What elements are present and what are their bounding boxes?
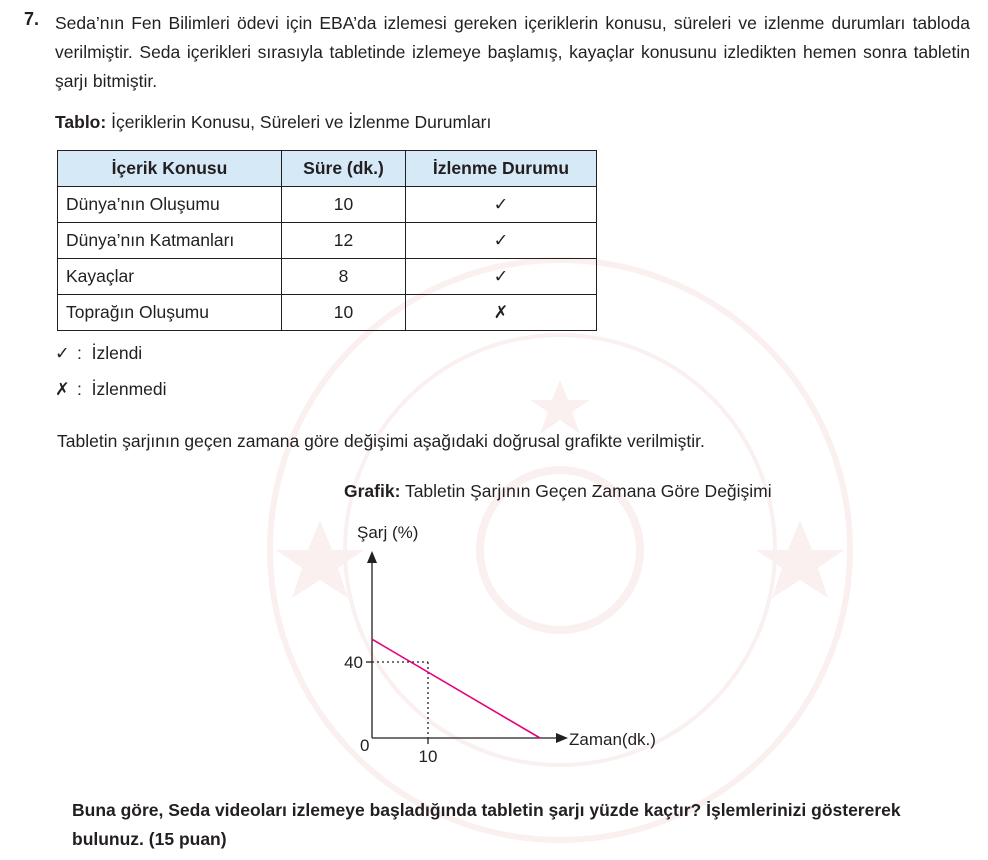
header-status: İzlenme Durumu [406, 151, 597, 187]
header-topic: İçerik Konusu [58, 151, 282, 187]
cell-duration: 10 [282, 295, 406, 331]
y-axis-arrow-icon [367, 551, 377, 563]
graph-caption-label: Grafik: [344, 481, 401, 501]
y-tick-label: 40 [344, 653, 363, 672]
legend-separator: : [77, 343, 82, 363]
cell-status-check-icon: ✓ [406, 259, 597, 295]
legend-watched-label: İzlendi [91, 343, 143, 363]
x-axis-arrow-icon [556, 733, 568, 743]
question-text: Seda’nın Fen Bilimleri ödevi için EBA’da izlemesi gereken içeriklerin konusu, süreleri ve izlenme durumları tabloda verilmiştir. Seda içerikleri sırasıyla tabletinde izlemeye başlamış, kayaçlar konusunu izledikten hemen sonra tabletin şarjı bitmiştir. [55, 13, 970, 91]
cell-duration: 10 [282, 187, 406, 223]
check-icon: ✓ [55, 343, 70, 363]
header-duration: Süre (dk.) [282, 151, 406, 187]
final-question: Buna göre, Seda videoları izlemeye başladığında tabletin şarjı yüzde kaçtır? İşlemlerinizi göstererek bulunuz. (15 puan) [72, 800, 901, 849]
x-tick-label: 10 [418, 747, 438, 766]
graph-caption-text: Tabletin Şarjının Geçen Zamana Göre Değişimi [404, 481, 772, 501]
legend-separator: : [77, 379, 82, 399]
x-axis-label: Zaman(dk.) [569, 730, 656, 749]
charge-series-line [372, 639, 540, 738]
cell-status-check-icon: ✓ [406, 187, 597, 223]
legend-not-watched-label: İzlenmedi [91, 379, 167, 399]
cell-status-check-icon: ✓ [406, 223, 597, 259]
y-axis-label: Şarj (%) [357, 523, 419, 542]
origin-label: 0 [360, 736, 370, 755]
question-number: 7. [24, 9, 40, 29]
cell-status-cross-icon: ✗ [406, 295, 597, 331]
cell-duration: 8 [282, 259, 406, 295]
cell-topic: Dünya’nın Katmanları [58, 223, 282, 259]
cell-topic: Dünya’nın Oluşumu [58, 187, 282, 223]
cell-topic: Toprağın Oluşumu [58, 295, 282, 331]
cross-icon: ✗ [55, 379, 70, 399]
table-caption-label: Tablo: [55, 112, 107, 132]
cell-topic: Kayaçlar [58, 259, 282, 295]
graph-intro-sentence: Tabletin şarjının geçen zamana göre değişimi aşağıdaki doğrusal grafikte verilmiştir. [57, 431, 705, 451]
table-caption-text: İçeriklerin Konusu, Süreleri ve İzlenme Durumları [111, 112, 492, 132]
cell-duration: 12 [282, 223, 406, 259]
